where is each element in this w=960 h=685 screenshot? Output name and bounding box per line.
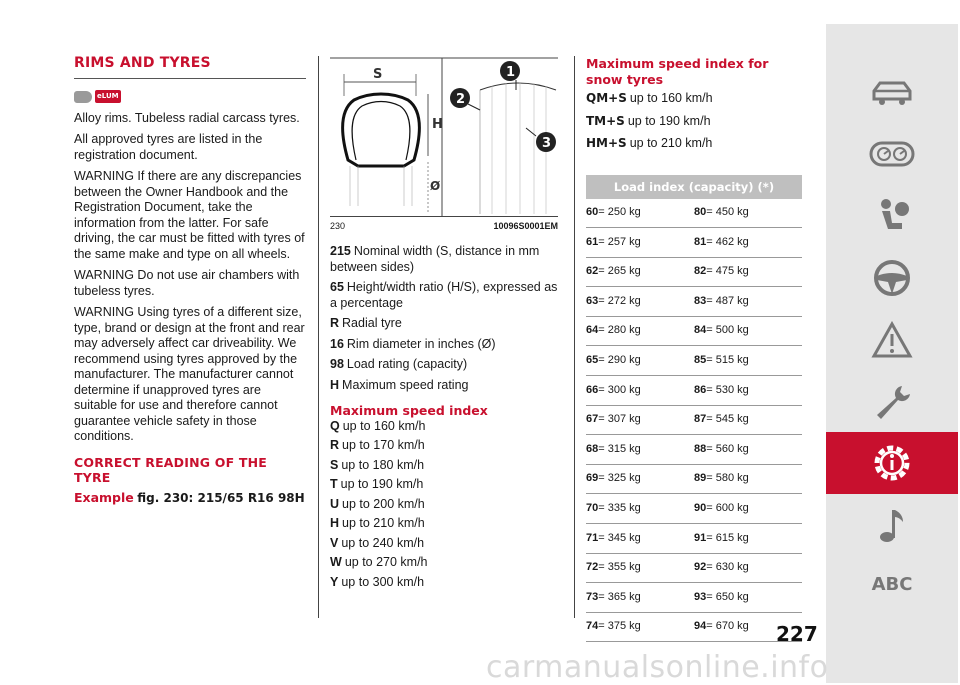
svg-text:3: 3 [542,136,552,151]
tyre-diagram [330,56,558,217]
load-index-table [586,175,802,643]
warning-paragraph: WARNING Do not use air chambers with tubeless tyres. [74,268,300,298]
svg-text:2: 2 [456,92,466,107]
table-row: 69= 325 kg 89= 580 kg [586,465,802,495]
page-number: 227 [776,622,818,646]
table-row: 65= 290 kg 85= 515 kg [586,346,802,376]
tyre-spec-list [330,244,558,393]
figure-code: 10096S0001EM [493,221,558,231]
abc-index-icon[interactable]: ABC [871,573,913,595]
tyre-cross-section-figure [330,56,558,216]
info-icons [74,88,306,106]
snow-speed-item: TM+S up to 190 km/h [586,113,711,128]
music-note-icon[interactable] [826,498,958,554]
example-line [74,490,306,507]
airbag-seat-icon[interactable] [826,188,958,244]
label-diameter: Ø [430,179,441,193]
chapter-sidebar [826,24,958,683]
section-title: RIMS AND TYRES [74,55,211,71]
label-s: S [373,67,383,82]
table-row: 67= 307 kg 87= 545 kg [586,406,802,436]
steering-wheel-icon[interactable] [826,250,958,306]
table-row: 63= 272 kg 83= 487 kg [586,287,802,317]
paragraph: All approved tyres are listed in the registration document. [74,132,263,162]
snow-speed-list [586,91,802,152]
car-icon[interactable] [826,64,958,120]
table-row: 62= 265 kg 82= 475 kg [586,258,802,288]
speed-item: W up to 270 km/h [330,555,428,569]
load-index-header: Load index (capacity) (*) [586,175,802,199]
label-h: H [432,117,443,132]
load-index-column [586,56,802,642]
spec-item: 16 Rim diameter in inches (Ø) [330,336,496,351]
warning-paragraph: WARNING Using tyres of a different size, type, brand or design at the front and rear may adversely affect car driveability. We recommend using tyres approved by the manufacturer. The manufacturer cannot determine if unapproved tyres are suitable for use and therefore cannot guarantee vehicle safety in those conditions. [74,305,305,443]
table-row: 72= 355 kg 92= 630 kg [586,554,802,584]
speed-item: H up to 210 km/h [330,516,425,530]
table-row: 66= 300 kg 86= 530 kg [586,376,802,406]
speed-item: Y up to 300 km/h [330,574,425,589]
table-row: 73= 365 kg 93= 650 kg [586,583,802,613]
speed-item: V up to 240 km/h [330,535,425,550]
table-row: 60= 250 kg 80= 450 kg [586,199,802,229]
warning-triangle-icon[interactable] [826,312,958,368]
speed-item: R up to 170 km/h [330,438,425,452]
speed-item: S up to 180 km/h [330,457,425,472]
warning-paragraph: WARNING If there are any discrepancies between the Owner Handbook and the Registration Document, take the information from the latter. For safe driving, the car must be fitted with tyres of the same make and type on all wheels. [74,169,305,261]
paragraph: Alloy rims. Tubeless radial carcass tyres. [74,110,300,125]
tyre-reading-subtitle: CORRECT READING OF THE TYRE [74,454,268,485]
tyre-specs-column [330,56,558,594]
example-text: fig. 230: 215/65 R16 98H [137,490,305,505]
column-divider [318,56,319,618]
spec-item: 215 Nominal width (S, distance in mm between sides) [330,244,540,274]
svg-text:1: 1 [506,65,516,80]
table-row: 61= 257 kg 81= 462 kg [586,228,802,258]
table-row: 64= 280 kg 84= 500 kg [586,317,802,347]
snow-speed-item: HM+S up to 210 km/h [586,136,713,150]
title-rule [74,78,306,79]
speed-index-list [330,419,558,591]
spec-item: 65 Height/width ratio (H/S), expressed as a percentage [330,280,558,310]
column-divider [574,56,575,618]
rims-and-tyres-column [74,56,306,506]
table-row: 71= 345 kg 91= 615 kg [586,524,802,554]
wrench-icon[interactable] [826,374,958,430]
technical-data-gear-icon[interactable] [826,432,958,494]
speed-index-title: Maximum speed index [330,403,488,418]
table-row: 70= 335 kg 90= 600 kg [586,494,802,524]
snow-speed-title: Maximum speed index for snow tyres [586,56,769,87]
spec-item: R Radial tyre [330,316,402,330]
speed-item: U up to 200 km/h [330,496,425,511]
dashboard-gauges-icon[interactable] [826,126,958,182]
figure-number: 230 [330,221,346,231]
snow-speed-item: QM+S up to 160 km/h [586,91,713,105]
speed-item: Q up to 160 km/h [330,418,426,433]
pointing-hand-icon [74,91,92,103]
spec-item: H Maximum speed rating [330,377,469,392]
watermark: carmanualsonline.info [486,650,829,685]
table-row: 68= 315 kg 88= 560 kg [586,435,802,465]
figure-caption [330,219,558,233]
elum-icon: eLUM [95,90,121,103]
table-row: 74= 375 kg 94= 670 kg [586,613,802,643]
spec-item: 98 Load rating (capacity) [330,357,468,371]
speed-item: T up to 190 km/h [330,477,424,491]
example-label: Example [74,489,134,505]
